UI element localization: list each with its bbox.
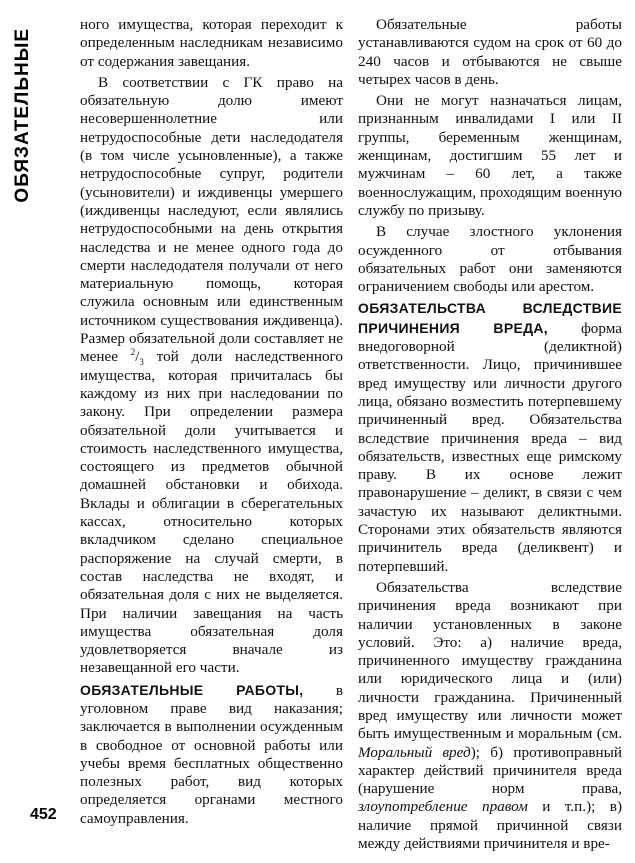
paragraph: Они не могут назначаться лицам, признанным инвалидами I или II группы, беременным женщинам, женщинам, достигшим 55 лет и мужчинам – 60 лет, а также военнослужащим, проходящим военную службу по призыву. xyxy=(358,92,622,219)
entry-definition: в уголовном праве вид наказания; заключается в выполнении осужденным в свободное от основной работы или учебы время бесплатных общественно полезных работ, вид которых определяется органами местного самоуправления. xyxy=(80,681,343,827)
paragraph-text: ); б) противоправный характер действий причинителя вреда (нарушение норм права, xyxy=(358,743,622,798)
section-header: ОБЯЗАТЕЛЬНЫЕ xyxy=(12,28,33,203)
dictionary-entry xyxy=(80,681,343,828)
entry-headword: ОБЯЗАТЕЛЬНЫЕ РАБОТЫ, xyxy=(80,681,304,698)
dictionary-entry xyxy=(358,299,622,575)
right-column xyxy=(358,16,622,856)
paragraph-text: В соответствии с ГК право на обязательную долю имеют несовершеннолетние или нетрудоспособные дети наследодателя (в том числе усыновленные), а также нетрудоспособные супруг, родители (усыновители) и иждивенцы умершего (иждивенцы наследуют, если являлись нетрудоспособными на день открытия наследства и не менее одного года до смерти наследодателя получали от него материальную помощь, которая служила основным или единственным источником существования иждивенца). Размер обязательной доли составляет не менее xyxy=(80,73,343,366)
paragraph: Обязательные работы устанавливаются судом на срок от 60 до 240 часов и отбываются не свыше четырех часов в день. xyxy=(358,16,622,88)
paragraph-text: и т.п.); в) наличие прямой причинной связи между действиями причинителя и вре- xyxy=(358,798,622,853)
paragraph-text: Обязательства вследствие причинения вреда возникают при наличии установленных в законе условий. Это: а) наличие вреда, причиненного имуществу гражданина или юридического лица и (или) личности гражданина. Причиненный вред имуществу или личности может быть имущественным и моральным (см. xyxy=(358,578,622,743)
entry-definition: форма внедоговорной (деликтной) ответственности. Лицо, причинившее вред имуществу или личности другого лица, обязано возместить потерпевшему причиненный вред. Обязательства вследствие причинения вреда – вид обязательств, известных еще римскому праву. В их основе лежит правонарушение – деликт, в связи с чем зачастую их называют деликтными. Сторонами этих обязательств являются причинитель вреда (деликвент) и потерпевший. xyxy=(358,319,623,575)
fraction-denominator: 3 xyxy=(139,357,144,368)
paragraph: В случае злостного уклонения осужденного от отбывания обязательных работ они заменяются ограничением свободы или арестом. xyxy=(358,223,622,296)
paragraph: ного имущества, которая переходит к определенным наследникам независимо от содержания завещания. xyxy=(80,16,343,70)
cross-reference: Моральный вред xyxy=(358,743,471,761)
paragraph-conditions xyxy=(358,579,622,853)
left-column xyxy=(80,16,343,831)
paragraph-obligatory-share: В соответствии с ГК право на обязательную долю имеют несовершеннолетние или нетрудоспособные дети наследодателя (в том числе усыновленные), а также нетрудоспособные супруг, родители (усыновители) и иждивенцы умершего (иждивенцы наследуют, если являлись нетрудоспособными на день открытия наследства и не менее одного года до смерти наследодателя получали от него материальную помощь, которая служила основным или единственным источником существования иждивенца). Размер обязательной доли составляет не менее $^2/_3$ той доли наследственного имущества, которая причиталась бы каждому из них при наследовании по закону. При определении размера обязательной доли учитывается и стоимость наследственного имущества, состоящего из предметов обычной домашней обстановки и обихода. Вклады и облигации в сберегательных кассах, относительно которых вкладчиком сделано специальное распоряжение на случай смерти, в состав наследства не входят, и обязательная доля с них не выделяется. При наличии завещания на часть имущества обязательная доля удовлетворяется вначале из незавещанной его части. xyxy=(80,73,344,677)
page-number: 452 xyxy=(30,806,57,823)
paragraph-text: той доли наследственного имущества, которая причиталась бы каждому из них при наследовании по закону. При определении размера обязательной доли учитывается и стоимость наследственного имущества, состоящего из предметов обычной домашней обстановки и обихода. Вклады и облигации в сберегательных кассах, относительно которых вкладчиком сделано специальное распоряжение на случай смерти, в состав наследства не входят, и обязательная доля с них не выделяется. При наличии завещания на часть имущества обязательная доля удовлетворяется вначале из незавещанной его части. xyxy=(80,348,344,677)
cross-reference: злоупотребление правом xyxy=(358,798,528,816)
entry-headword: ОБЯЗАТЕЛЬСТВА ВСЛЕДСТВИЕ ПРИЧИНЕНИЯ ВРЕДА, xyxy=(358,300,622,336)
fraction-numerator: 2 xyxy=(130,347,136,358)
